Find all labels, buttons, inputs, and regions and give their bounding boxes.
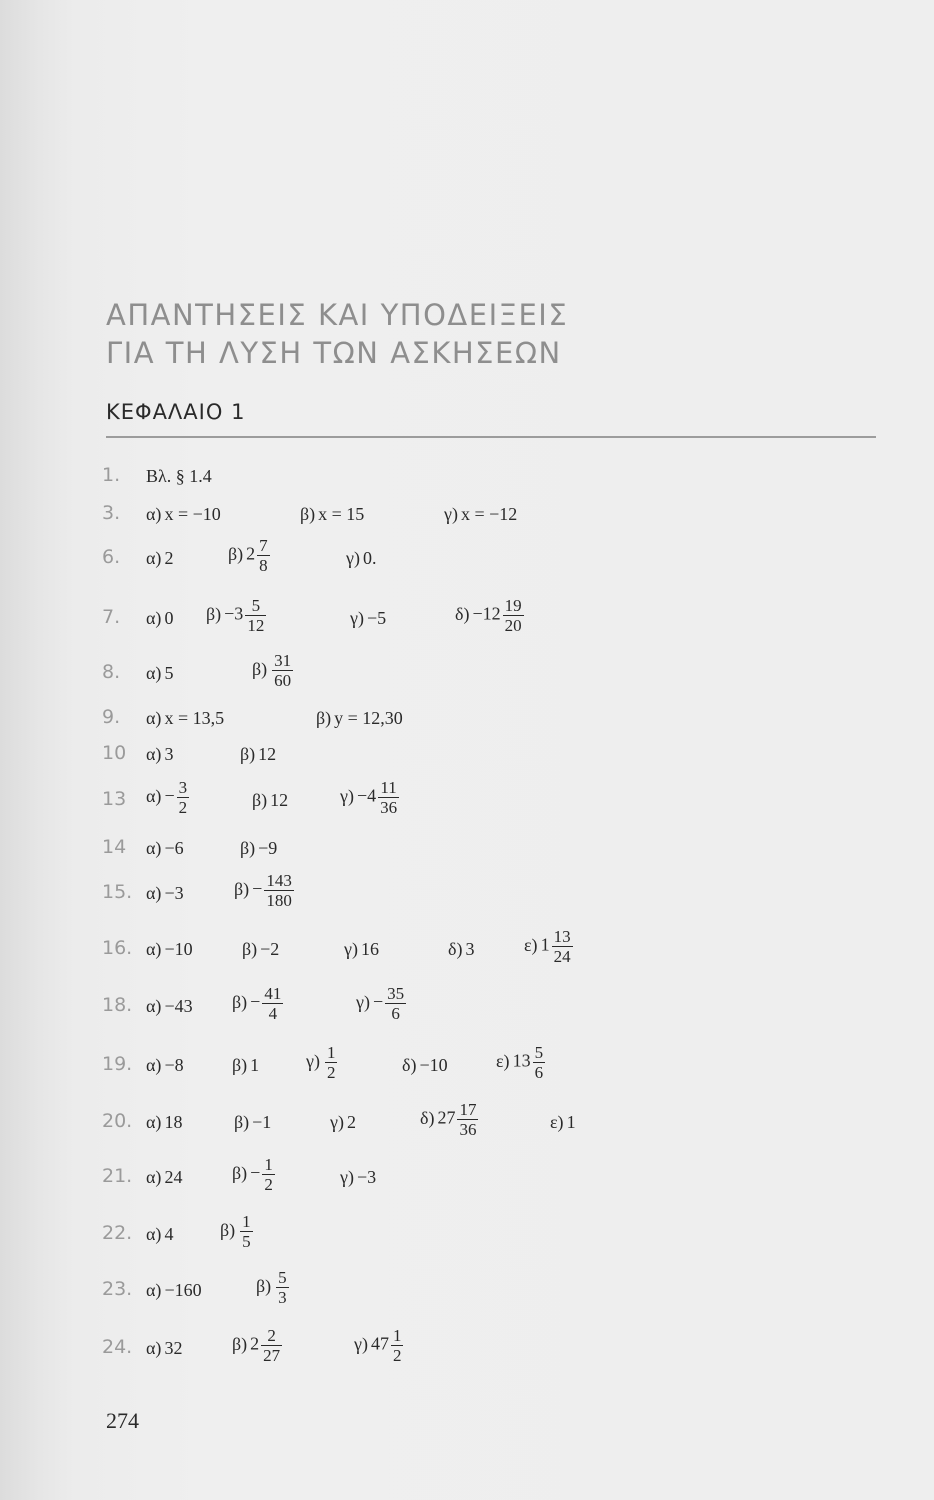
fraction-numerator: 2 [267, 1326, 276, 1345]
answer-number: 1. [102, 464, 121, 486]
part-label: β) [256, 1275, 272, 1296]
fraction [457, 1100, 478, 1139]
fraction-denominator: 36 [459, 1120, 477, 1139]
part-label: γ) [344, 939, 358, 959]
part-value: 13 [512, 1050, 531, 1071]
part-label: α) [146, 504, 162, 524]
fraction [533, 1043, 546, 1082]
part-value: 4 [164, 1224, 174, 1244]
answer-part [146, 1280, 202, 1300]
part-label: β) [240, 744, 256, 764]
answer-number: 24. [102, 1336, 133, 1358]
answer-number: 6. [102, 546, 121, 568]
part-label: α) [146, 663, 162, 683]
fraction-numerator: 3 [178, 778, 188, 797]
part-value: x = −12 [460, 504, 518, 524]
chapter-divider [106, 436, 876, 438]
answer-part [220, 1212, 253, 1251]
answer-part [234, 871, 294, 910]
part-label: β) [252, 790, 268, 810]
fraction-numerator: 5 [534, 1043, 544, 1062]
part-label: α) [146, 1055, 162, 1075]
part-value: 12 [270, 790, 289, 810]
answer-part [444, 504, 517, 524]
part-value: x = 13,5 [164, 708, 225, 728]
fraction-denominator: 5 [242, 1232, 251, 1251]
part-label: α) [146, 1167, 162, 1187]
part-label: α) [146, 1338, 162, 1358]
answer-number: 7. [102, 606, 121, 628]
fraction [391, 1326, 404, 1365]
fraction-numerator: 31 [274, 651, 292, 670]
answer-part [146, 504, 221, 524]
part-value: −160 [164, 1280, 202, 1300]
fraction [261, 1326, 282, 1365]
part-value: 27 [437, 1107, 456, 1128]
part-label: α) [146, 838, 162, 858]
fraction-denominator: 27 [263, 1346, 281, 1365]
part-label: β) [242, 939, 258, 959]
fraction-numerator: 7 [259, 536, 268, 555]
answer-part [242, 939, 279, 959]
fraction [385, 984, 406, 1023]
answer-part [232, 1155, 275, 1194]
fraction-denominator: 180 [266, 891, 292, 910]
fraction [177, 778, 190, 817]
part-value: 5 [164, 663, 174, 683]
part-label: β) [232, 1333, 248, 1354]
answer-part [420, 1100, 478, 1139]
answer-number: 20. [102, 1110, 133, 1132]
part-value: 2 [250, 1333, 260, 1354]
fraction-denominator: 36 [380, 798, 398, 817]
fraction-denominator: 8 [259, 556, 268, 575]
fraction [552, 927, 573, 966]
fraction [325, 1043, 338, 1082]
fraction-numerator: 143 [266, 871, 292, 890]
answer-number: 8. [102, 661, 121, 683]
fraction [272, 651, 293, 690]
part-label: δ) [448, 939, 463, 959]
part-value: 3 [164, 744, 174, 764]
part-label: α) [146, 785, 162, 806]
part-label: δ) [455, 603, 470, 624]
part-value: −3 [224, 603, 244, 624]
answer-part [146, 939, 193, 959]
part-value: −2 [260, 939, 280, 959]
part-value: −43 [164, 996, 193, 1016]
answer-part [496, 1043, 545, 1082]
answer-part [550, 1112, 576, 1132]
part-value: 1 [250, 1055, 260, 1075]
part-label: γ) [306, 1050, 320, 1071]
answer-part [524, 927, 573, 966]
answer-number: 22. [102, 1222, 133, 1244]
fraction-denominator: 3 [278, 1288, 287, 1307]
part-value: −4 [356, 785, 377, 806]
part-label: ε) [524, 934, 538, 955]
answer-part [206, 596, 266, 635]
fraction-denominator: 24 [553, 947, 571, 966]
part-value: 2 [164, 548, 174, 568]
part-value: −6 [164, 838, 184, 858]
part-value: 1 [540, 934, 550, 955]
part-label: β) [234, 878, 250, 899]
fraction [240, 1212, 253, 1251]
heading-line-1: ΑΠΑΝΤΗΣΕΙΣ ΚΑΙ ΥΠΟΔΕΙΞΕΙΣ [106, 298, 569, 332]
part-value: −1 [252, 1112, 272, 1132]
fraction [276, 1268, 289, 1307]
part-label: β) [220, 1219, 236, 1240]
answer-part [146, 744, 173, 764]
part-label: β) [232, 1162, 248, 1183]
part-label: β) [228, 543, 244, 564]
part-value: 2 [246, 543, 256, 564]
fraction-numerator: 1 [242, 1212, 251, 1231]
answer-part [146, 1167, 182, 1187]
answer-part [146, 466, 212, 486]
answer-part [306, 1043, 337, 1082]
part-value: −3 [164, 883, 184, 903]
part-label: β) [232, 1055, 248, 1075]
part-label: γ) [356, 991, 370, 1012]
answer-part [346, 548, 376, 568]
part-value: −9 [258, 838, 278, 858]
fraction [503, 596, 524, 635]
answer-part [256, 1268, 289, 1307]
fraction-numerator: 1 [392, 1326, 402, 1345]
part-label: γ) [350, 608, 364, 628]
fraction-denominator: 2 [392, 1346, 402, 1365]
fraction-denominator: 4 [262, 1003, 283, 1023]
part-value: − [164, 785, 175, 806]
part-value: 18 [164, 1112, 183, 1132]
answer-number: 13 [102, 788, 127, 810]
answer-number: 15. [102, 881, 133, 903]
part-label: α) [146, 883, 162, 903]
answer-part [354, 1326, 403, 1365]
part-label: α) [146, 744, 162, 764]
answer-part [455, 596, 524, 635]
part-value: −3 [356, 1167, 377, 1187]
fraction-denominator: 6 [385, 1003, 406, 1023]
part-value: 32 [164, 1338, 183, 1358]
part-label: β) [300, 504, 316, 524]
part-label: ε) [550, 1112, 564, 1132]
answer-part [146, 1112, 182, 1132]
fraction [264, 871, 294, 910]
fraction-numerator: 41 [264, 984, 282, 1003]
part-label: γ) [330, 1112, 344, 1132]
answer-number: 21. [102, 1165, 133, 1187]
part-label: α) [146, 1224, 162, 1244]
answer-part [146, 778, 189, 817]
part-label: α) [146, 548, 162, 568]
part-value: x = 15 [318, 504, 365, 524]
part-value: − [252, 878, 263, 899]
part-label: β) [234, 1112, 250, 1132]
part-value: − [372, 991, 384, 1012]
heading-line-2: ΓΙΑ ΤΗ ΛΥΣΗ ΤΩΝ ΑΣΚΗΣΕΩΝ [106, 336, 562, 370]
part-label: α) [146, 608, 162, 628]
fraction [245, 596, 266, 635]
fraction-numerator: 35 [387, 984, 405, 1003]
answer-part [232, 1326, 282, 1365]
part-value: 2 [346, 1112, 356, 1132]
part-label: ε) [496, 1050, 510, 1071]
fraction [378, 778, 399, 817]
answer-number: 19. [102, 1053, 133, 1075]
fraction-denominator: 12 [247, 616, 265, 635]
answer-part [344, 939, 379, 959]
answer-part [402, 1055, 448, 1075]
part-value: −8 [164, 1055, 184, 1075]
part-label: δ) [420, 1107, 435, 1128]
answer-part [146, 838, 184, 858]
fraction-numerator: 11 [380, 778, 397, 797]
answer-part [232, 984, 283, 1023]
fraction-denominator: 6 [534, 1063, 544, 1082]
part-label: α) [146, 996, 162, 1016]
part-value: 24 [164, 1167, 183, 1187]
answer-part [146, 1338, 182, 1358]
answer-part [146, 996, 193, 1016]
part-label: β) [206, 603, 222, 624]
answer-part [340, 778, 399, 817]
part-label: γ) [354, 1333, 368, 1354]
fraction-numerator: 1 [264, 1155, 273, 1174]
part-label: α) [146, 939, 162, 959]
part-value: −12 [472, 603, 501, 624]
part-value: − [250, 1162, 261, 1183]
part-value: 16 [360, 939, 379, 959]
fraction-numerator: 5 [251, 596, 261, 615]
answer-part [240, 744, 276, 764]
part-value: 0 [164, 608, 174, 628]
part-label: β) [316, 708, 332, 728]
chapter-title: ΚΕΦΑΛΑΙΟ 1 [106, 400, 246, 424]
part-label: δ) [402, 1055, 417, 1075]
fraction-numerator: 1 [326, 1043, 336, 1062]
answer-part [252, 790, 288, 810]
fraction-denominator: 2 [264, 1175, 273, 1194]
answer-number: 23. [102, 1278, 133, 1300]
part-value: 3 [465, 939, 475, 959]
answer-part [146, 883, 184, 903]
fraction [262, 1155, 275, 1194]
part-label: γ) [340, 785, 354, 806]
page-number: 274 [106, 1408, 139, 1433]
fraction-denominator: 60 [274, 671, 292, 690]
answer-part [356, 984, 406, 1023]
answer-number: 10 [102, 742, 127, 764]
part-value: 47 [370, 1333, 389, 1354]
fraction-denominator: 20 [504, 616, 522, 635]
fraction-numerator: 5 [278, 1268, 287, 1287]
answer-part [146, 608, 173, 628]
fraction-numerator: 17 [459, 1100, 477, 1119]
answer-number: 16. [102, 937, 133, 959]
answer-part [448, 939, 474, 959]
answer-part [146, 663, 173, 683]
part-value: −10 [419, 1055, 448, 1075]
part-value: −5 [366, 608, 387, 628]
answer-number: 9. [102, 706, 121, 728]
answer-part [240, 838, 277, 858]
part-label: β) [252, 658, 268, 679]
fraction [257, 536, 270, 575]
answer-number: 18. [102, 994, 133, 1016]
part-value: y = 12,30 [334, 708, 403, 728]
answer-part [316, 708, 403, 728]
part-value: 1 [566, 1112, 576, 1132]
part-value: 12 [258, 744, 277, 764]
fraction-denominator: 2 [326, 1063, 336, 1082]
part-label: γ) [346, 548, 360, 568]
answer-part [146, 548, 173, 568]
answer-part [146, 708, 224, 728]
part-label: γ) [340, 1167, 354, 1187]
part-label: α) [146, 708, 162, 728]
fraction-numerator: 19 [504, 596, 522, 615]
part-value: x = −10 [164, 504, 221, 524]
answer-part [146, 1224, 173, 1244]
answer-part [146, 1055, 184, 1075]
fraction [262, 984, 283, 1023]
part-label: α) [146, 1280, 162, 1300]
fraction-numerator: 13 [553, 927, 571, 946]
part-value: − [250, 991, 261, 1012]
part-value: −10 [164, 939, 193, 959]
answer-part [228, 536, 270, 575]
part-label: α) [146, 1112, 162, 1132]
answer-part [300, 504, 364, 524]
answer-number: 3. [102, 502, 121, 524]
part-label: β) [240, 838, 256, 858]
answer-number: 14 [102, 836, 127, 858]
part-label: β) [232, 991, 248, 1012]
answer-part [234, 1112, 271, 1132]
fraction-denominator: 2 [178, 798, 188, 817]
part-label: γ) [444, 504, 458, 524]
answer-part [350, 608, 386, 628]
answer-part [232, 1055, 259, 1075]
answer-part [340, 1167, 376, 1187]
answer-part [252, 651, 293, 690]
answer-part [330, 1112, 356, 1132]
part-value: Βλ. § 1.4 [146, 466, 212, 486]
part-value: 0. [362, 548, 377, 568]
